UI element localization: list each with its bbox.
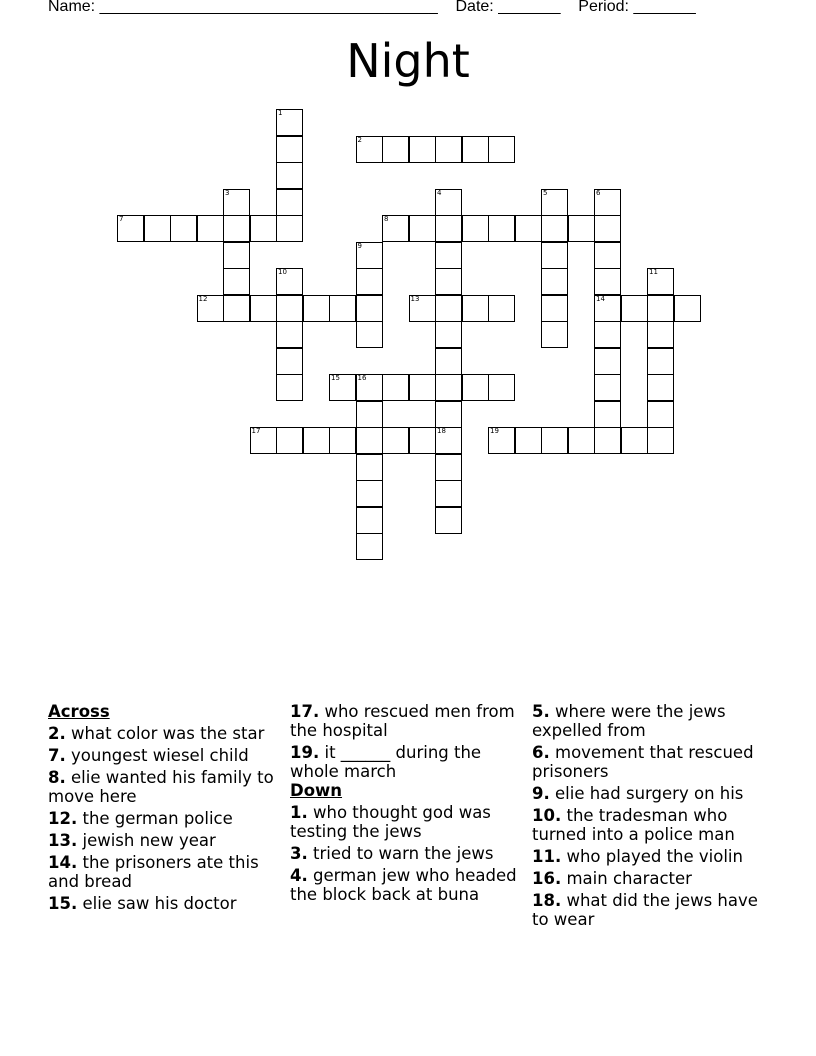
clue-across-14: 14. the prisoners ate this and bread	[48, 853, 259, 891]
grid-cell[interactable]	[435, 348, 462, 375]
grid-cell[interactable]	[276, 374, 303, 401]
clue-number: 10	[278, 268, 287, 276]
grid-cell[interactable]	[276, 295, 303, 322]
clue-number: 13	[410, 294, 420, 303]
grid-cell[interactable]	[594, 374, 621, 401]
grid-cell[interactable]	[250, 295, 277, 322]
grid-cell[interactable]	[541, 427, 568, 454]
clue-number: 15	[331, 374, 340, 382]
date-label: Date:	[455, 0, 494, 15]
clue-down-9: 9. elie had surgery on his	[532, 784, 744, 803]
grid-cell[interactable]	[382, 374, 409, 401]
clue-number: 12	[198, 294, 208, 303]
grid-cell[interactable]	[462, 136, 489, 163]
grid-cell[interactable]	[356, 454, 383, 481]
clue-number: 14	[596, 294, 605, 303]
clues-column-2	[290, 702, 520, 904]
grid-cell[interactable]	[647, 268, 674, 295]
grid-cell[interactable]	[647, 374, 674, 401]
grid-cell[interactable]	[594, 348, 621, 375]
clue-down-18: 18. what did the jews have to wear	[532, 891, 758, 929]
clue-down-4: 4. german jew who headed the block back at buna	[290, 866, 517, 904]
clue-down-10: 10. the tradesman who turned into a police man	[532, 806, 735, 844]
grid-cell[interactable]	[435, 295, 462, 322]
grid-cell[interactable]	[488, 427, 515, 454]
clue-number: 16	[357, 374, 367, 382]
clue-number: 6	[596, 188, 601, 197]
grid-cell[interactable]	[435, 401, 462, 428]
grid-cell[interactable]	[170, 215, 197, 242]
clue-number: 8	[384, 215, 389, 223]
name-blank[interactable]: ______________________________________	[99, 0, 438, 15]
clue-across-13: 13. jewish new year	[48, 831, 216, 850]
grid-cell[interactable]	[541, 215, 568, 242]
grid-cell[interactable]	[488, 295, 515, 322]
grid-cell[interactable]	[409, 374, 436, 401]
grid-cell[interactable]	[568, 427, 595, 454]
grid-cell[interactable]	[303, 295, 330, 322]
clue-down-5: 5. where were the jews expelled from	[532, 702, 726, 740]
clue-number: 2	[357, 135, 362, 144]
grid-cell[interactable]	[356, 321, 383, 348]
period-label: Period:	[578, 0, 629, 15]
grid-cell[interactable]	[117, 215, 144, 242]
down-heading: Down	[290, 781, 343, 800]
grid-cell[interactable]	[515, 427, 542, 454]
grid-cell[interactable]	[594, 295, 621, 322]
clue-across-8: 8. elie wanted his family to move here	[48, 768, 274, 806]
grid-cell[interactable]	[356, 374, 383, 401]
grid-cell[interactable]	[356, 295, 383, 322]
grid-cell[interactable]	[409, 136, 436, 163]
grid-cell[interactable]	[462, 295, 489, 322]
clue-across-19: 19. it ______ during the whole march	[290, 743, 482, 781]
grid-cell[interactable]	[276, 427, 303, 454]
grid-cell[interactable]	[594, 215, 621, 242]
clue-number: 7	[119, 215, 124, 223]
clue-down-11: 11. who played the violin	[532, 847, 743, 866]
grid-cell[interactable]	[435, 215, 462, 242]
clue-down-16: 16. main character	[532, 869, 692, 888]
grid-cell[interactable]	[276, 268, 303, 295]
grid-cell[interactable]	[435, 454, 462, 481]
clue-down-1: 1. who thought god was testing the jews	[290, 803, 491, 841]
grid-cell[interactable]	[409, 295, 436, 322]
clue-across-12: 12. the german police	[48, 809, 233, 828]
grid-cell[interactable]	[435, 427, 462, 454]
grid-cell[interactable]	[223, 295, 250, 322]
clue-number: 17	[251, 427, 261, 435]
grid-cell[interactable]	[647, 348, 674, 375]
grid-cell[interactable]	[541, 189, 568, 216]
clue-down-6: 6. movement that rescued prisoners	[532, 743, 754, 781]
grid-cell[interactable]	[329, 374, 356, 401]
grid-cell[interactable]	[276, 136, 303, 163]
grid-cell[interactable]	[356, 533, 383, 560]
across-heading: Across	[48, 702, 110, 721]
grid-cell[interactable]	[435, 480, 462, 507]
clue-across-2: 2. what color was the star	[48, 724, 265, 743]
grid-cell[interactable]	[647, 427, 674, 454]
grid-cell[interactable]	[435, 136, 462, 163]
grid-cell[interactable]	[594, 321, 621, 348]
clue-number: 5	[543, 188, 548, 197]
clue-number: 1	[278, 109, 283, 117]
grid-cell[interactable]	[435, 321, 462, 348]
grid-cell[interactable]	[409, 427, 436, 454]
grid-cell[interactable]	[435, 268, 462, 295]
grid-cell[interactable]	[382, 427, 409, 454]
grid-cell[interactable]	[621, 295, 648, 322]
grid-cell[interactable]	[647, 321, 674, 348]
grid-cell[interactable]	[223, 268, 250, 295]
clue-across-17: 17. who rescued men from the hospital	[290, 702, 515, 740]
grid-cell[interactable]	[356, 268, 383, 295]
grid-cell[interactable]	[197, 295, 224, 322]
grid-cell[interactable]	[594, 189, 621, 216]
clue-down-3: 3. tried to warn the jews	[290, 844, 494, 863]
clue-number: 11	[649, 268, 658, 276]
grid-cell[interactable]	[621, 427, 648, 454]
clue-number: 9	[357, 241, 362, 250]
grid-cell[interactable]	[541, 321, 568, 348]
grid-cell[interactable]	[276, 348, 303, 375]
grid-cell[interactable]	[515, 215, 542, 242]
grid-cell[interactable]	[435, 507, 462, 534]
clue-number: 19	[490, 427, 499, 435]
grid-cell[interactable]	[541, 268, 568, 295]
page-title: Night	[346, 34, 470, 88]
grid-cell[interactable]	[250, 427, 277, 454]
grid-cell[interactable]	[276, 321, 303, 348]
grid-cell[interactable]	[329, 295, 356, 322]
grid-cell[interactable]	[223, 215, 250, 242]
clue-across-15: 15. elie saw his doctor	[48, 894, 237, 913]
period-blank[interactable]: _______	[633, 0, 696, 15]
grid-cell[interactable]	[462, 215, 489, 242]
grid-cell[interactable]	[435, 374, 462, 401]
clue-number: 4	[437, 188, 442, 197]
clues-column-3	[532, 702, 772, 929]
grid-cell[interactable]	[647, 401, 674, 428]
grid-cell[interactable]	[250, 215, 277, 242]
grid-cell[interactable]	[541, 295, 568, 322]
clue-number: 3	[225, 188, 230, 197]
grid-cell[interactable]	[541, 242, 568, 269]
grid-cell[interactable]	[568, 215, 595, 242]
grid-cell[interactable]	[223, 189, 250, 216]
grid-cell[interactable]	[276, 162, 303, 189]
grid-cell[interactable]	[594, 401, 621, 428]
grid-cell[interactable]	[276, 215, 303, 242]
grid-cell[interactable]	[276, 189, 303, 216]
grid-cell[interactable]	[594, 427, 621, 454]
grid-cell[interactable]	[594, 268, 621, 295]
grid-cell[interactable]	[488, 374, 515, 401]
grid-cell[interactable]	[674, 295, 701, 322]
grid-cell[interactable]	[488, 136, 515, 163]
grid-cell[interactable]	[303, 427, 330, 454]
grid-cell[interactable]	[462, 374, 489, 401]
grid-cell[interactable]	[329, 427, 356, 454]
grid-cell[interactable]	[223, 242, 250, 269]
grid-cell[interactable]	[409, 215, 436, 242]
grid-cell[interactable]	[356, 427, 383, 454]
grid-cell[interactable]	[144, 215, 171, 242]
date-blank[interactable]: _______	[498, 0, 561, 15]
clue-across-7: 7. youngest wiesel child	[48, 746, 249, 765]
grid-cell[interactable]	[276, 109, 303, 136]
grid-cell[interactable]	[435, 242, 462, 269]
grid-cell[interactable]	[488, 215, 515, 242]
name-label: Name:	[48, 0, 96, 15]
grid-cell[interactable]	[382, 136, 409, 163]
grid-cell[interactable]	[356, 480, 383, 507]
clues-column-1	[48, 702, 278, 913]
clue-number: 18	[437, 427, 446, 435]
grid-cell[interactable]	[197, 215, 224, 242]
grid-cell[interactable]	[356, 401, 383, 428]
grid-cell[interactable]	[594, 242, 621, 269]
grid-cell[interactable]	[382, 215, 409, 242]
grid-cell[interactable]	[356, 507, 383, 534]
grid-cell[interactable]	[647, 295, 674, 322]
grid-cell[interactable]	[356, 242, 383, 269]
grid-cell[interactable]	[435, 189, 462, 216]
grid-cell[interactable]	[356, 136, 383, 163]
